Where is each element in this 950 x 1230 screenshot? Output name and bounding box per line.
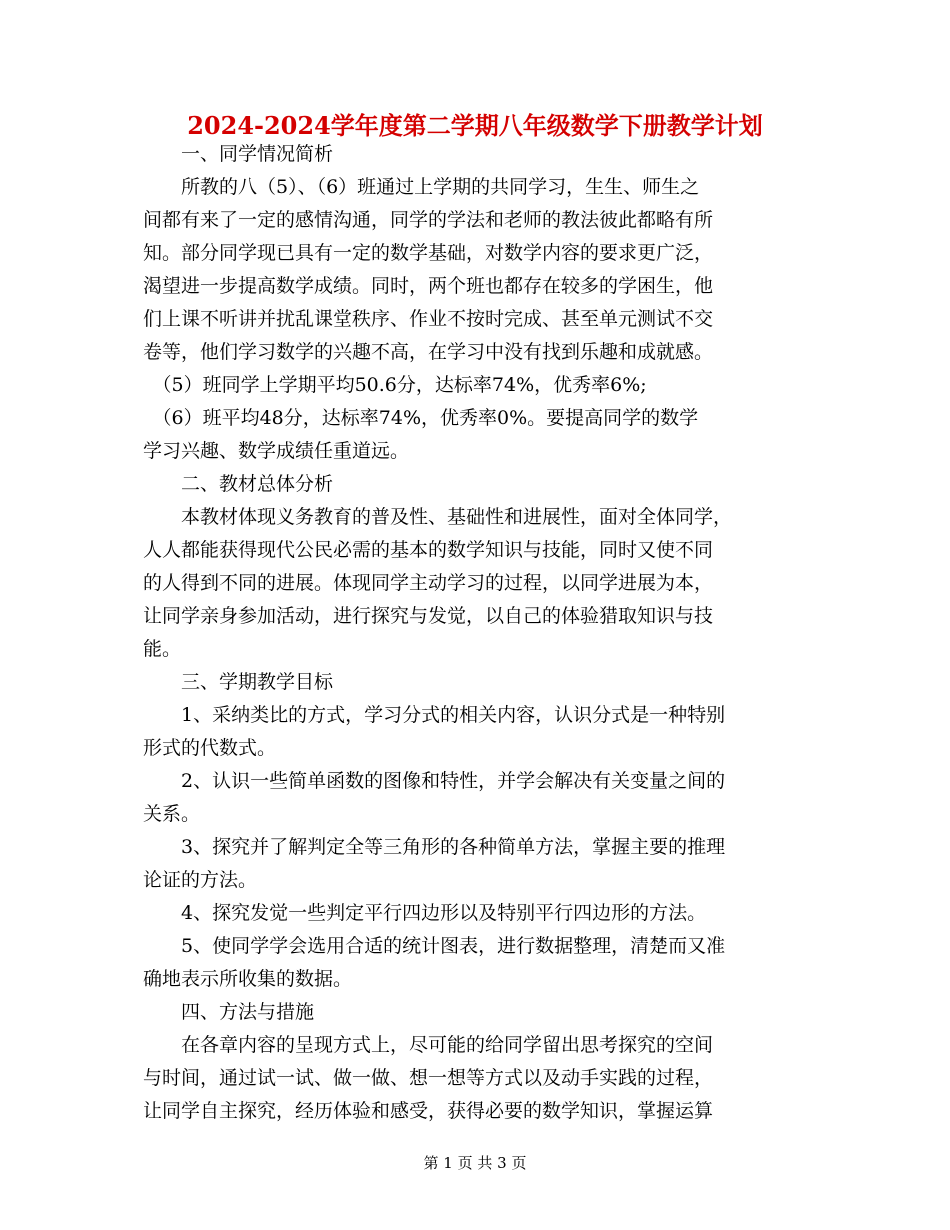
document-title: 2024-2024学年度第二学期八年级数学下册教学计划	[187, 111, 763, 140]
text-line: 本教材体现义务教育的普及性、基础性和进展性，面对全体同学，	[143, 506, 733, 528]
text-line: （5）班同学上学期平均50.6分，达标率74%，优秀率6%;	[143, 374, 647, 396]
text-line: 渴望进一步提高数学成绩。同时，两个班也都存在较多的学困生，他	[143, 275, 714, 297]
text-line: 关系。	[143, 803, 201, 825]
page-footer: 第 1 页 共 3 页	[423, 1154, 527, 1172]
text-line: 人人都能获得现代公民必需的基本的数学知识与技能，同时又使不同	[143, 539, 714, 561]
text-line: 所教的八（5）、（6）班通过上学期的共同学习，生生、师生之	[143, 176, 700, 198]
text-line: 1、采纳类比的方式，学习分式的相关内容，认识分式是一种特别	[143, 704, 726, 726]
text-line: 让同学自主探究，经历体验和感受，获得必要的数学知识，掌握运算	[143, 1100, 714, 1122]
text-line: 3、探究并了解判定全等三角形的各种简单方法，掌握主要的推理	[143, 836, 726, 858]
text-line: 能。	[143, 638, 182, 660]
text-line: 学习兴趣、数学成绩任重道远。	[143, 440, 410, 462]
text-line: 与时间，通过试一试、做一做、想一想等方式以及动手实践的过程，	[143, 1067, 714, 1089]
text-line: 论证的方法。	[143, 869, 258, 891]
text-line: 让同学亲身参加活动，进行探究与发觉，以自己的体验猎取知识与技	[143, 605, 714, 627]
text-line: 4、探究发觉一些判定平行四边形以及特别平行四边形的方法。	[143, 902, 707, 924]
text-line: 四、方法与措施	[143, 1001, 315, 1023]
text-line: 知。部分同学现已具有一定的数学基础，对数学内容的要求更广泛，	[143, 242, 714, 264]
text-line: （6）班平均48分，达标率74%，优秀率0%。要提高同学的数学	[143, 407, 699, 429]
text-line: 三、学期教学目标	[143, 671, 334, 693]
text-line: 们上课不听讲并扰乱课堂秩序、作业不按时完成、甚至单元测试不交	[143, 308, 714, 330]
text-line: 一、同学情况简析	[143, 143, 334, 165]
text-line: 5、使同学学会选用合适的统计图表，进行数据整理，清楚而又准	[143, 935, 726, 957]
text-line: 的人得到不同的进展。体现同学主动学习的过程，以同学进展为本，	[143, 572, 714, 594]
document-body	[143, 138, 807, 1128]
text-line: 间都有来了一定的感情沟通，同学的学法和老师的教法彼此都略有所	[143, 209, 714, 231]
text-line: 在各章内容的呈现方式上，尽可能的给同学留出思考探究的空间	[143, 1034, 714, 1056]
text-line: 二、教材总体分析	[143, 473, 334, 495]
text-line: 卷等，他们学习数学的兴趣不高，在学习中没有找到乐趣和成就感。	[143, 341, 714, 363]
text-line: 2、认识一些简单函数的图像和特性，并学会解决有关变量之间的	[143, 770, 726, 792]
text-line: 形式的代数式。	[143, 737, 277, 759]
text-line: 确地表示所收集的数据。	[143, 968, 353, 990]
